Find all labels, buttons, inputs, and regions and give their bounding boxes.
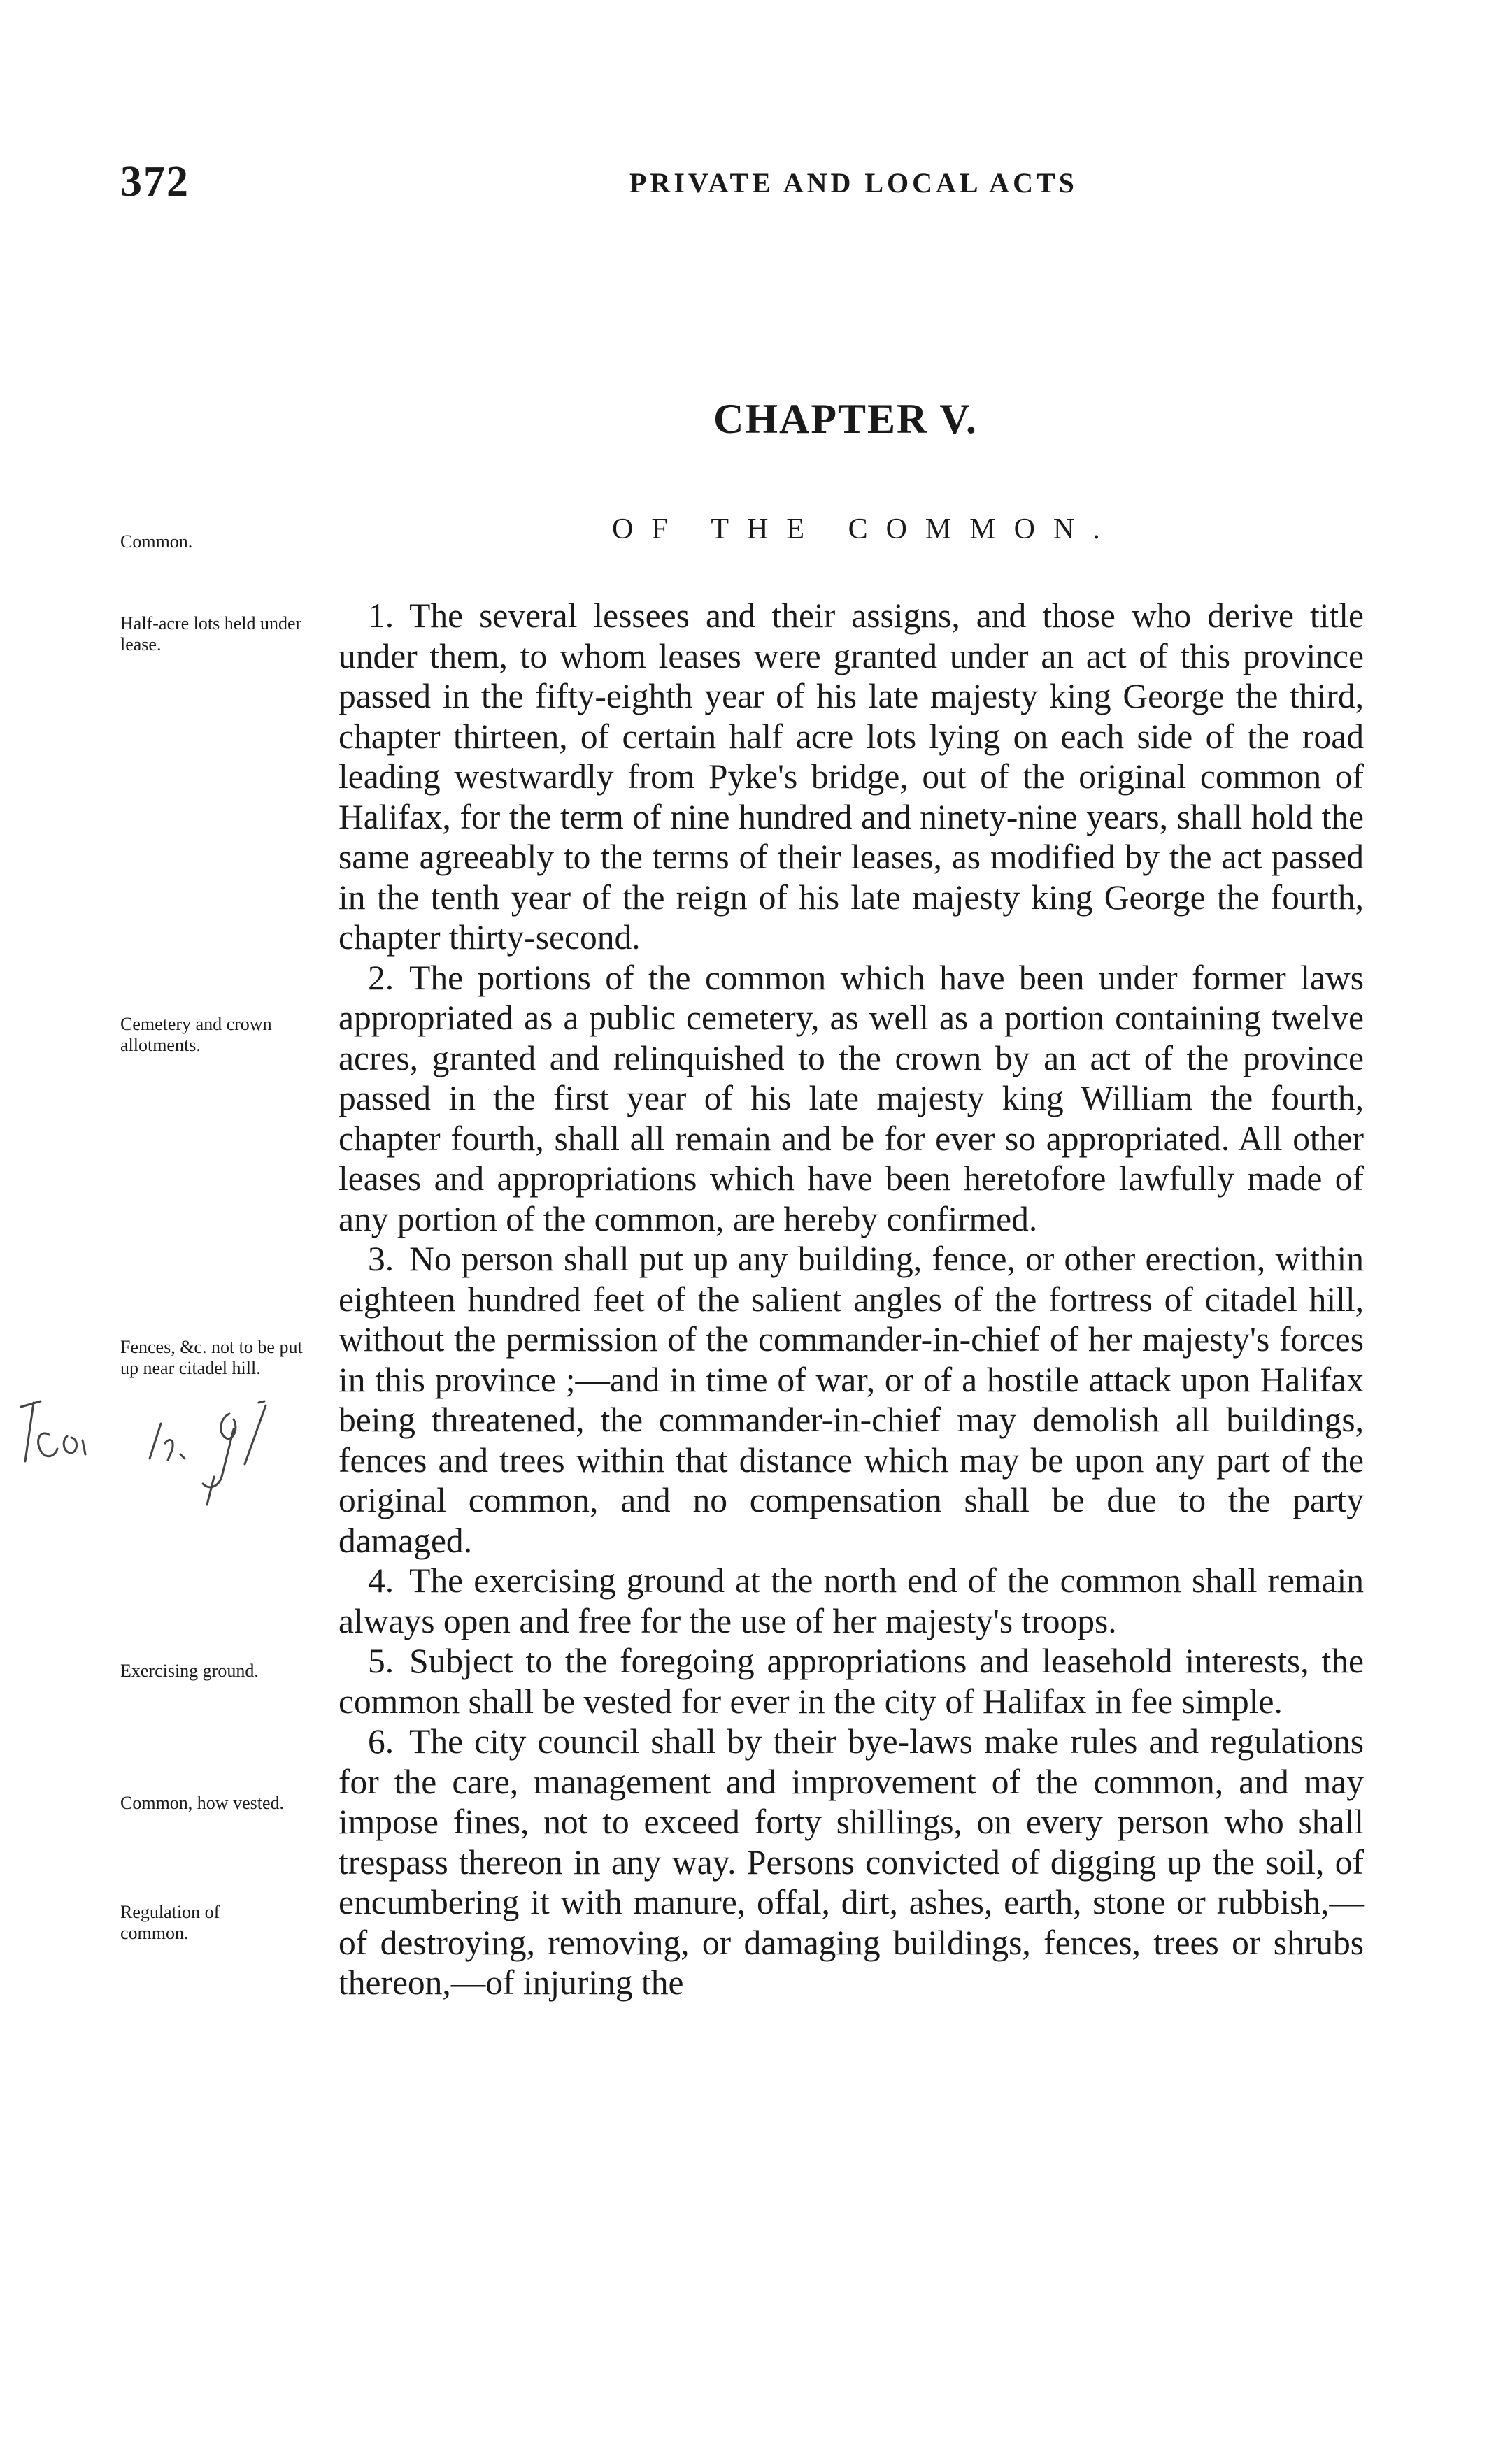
margin-note-fences: Fences, &c. not to be put up near citadel hill. — [120, 1337, 303, 1378]
margin-note-regulation: Regulation of common. — [120, 1902, 220, 1943]
margin-note-exercising-ground: Exercising ground. — [120, 1661, 259, 1681]
handwritten-note-scribble — [13, 1386, 327, 1533]
paragraph-number: 2. — [368, 958, 394, 997]
running-head: PRIVATE AND LOCAL ACTS — [629, 167, 1078, 199]
paragraph-text: No person shall put up any building, fence, or other erection, within eighteen hundred feet of the salient angles of the fortress of citadel hill, without the permission of the commander-in-chief of her majesty's forces in this province ;—and in time of war, or of a hostile attack upon Halifax being threatened, the commander-in-chief may demolish all buildings, fences and trees within that distance which may be upon any part of the original common, and no compensation shall be due to the party damaged. — [339, 1240, 1364, 1560]
paragraph-text: The exercising ground at the north end of the common shall remain always open and free for the use of her majesty's troops. — [339, 1561, 1364, 1640]
paragraph-2 — [339, 958, 1364, 1240]
paragraph-1 — [339, 596, 1364, 958]
margin-note-common-vested: Common, how vested. — [120, 1793, 284, 1813]
paragraph-6 — [339, 1721, 1364, 2003]
margin-note-common: Common. — [120, 531, 193, 552]
paragraph-number: 4. — [368, 1561, 394, 1600]
page-number: 372 — [120, 158, 190, 206]
margin-note-half-acre-lots: Half-acre lots held under lease. — [120, 613, 302, 654]
paragraph-number: 1. — [368, 596, 394, 635]
paragraph-3 — [339, 1239, 1364, 1561]
body-text — [339, 596, 1364, 2003]
paragraph-number: 6. — [368, 1722, 394, 1761]
section-title: OF THE COMMON. — [612, 513, 1118, 545]
paragraph-text: The portions of the common which have been under former laws appropriated as a public cemetery, as well as a portion containing twelve acres, granted and relinquished to the crown by an act of the province passed in the first year of his late majesty king William the fourth, chapter fourth, shall all remain and be for ever so appropriated. All other leases and appropriations which have been heretofore lawfully made of any portion of the common, are hereby confirmed. — [339, 958, 1364, 1238]
paragraph-number: 3. — [368, 1240, 394, 1278]
paragraph-5 — [339, 1641, 1364, 1721]
paragraph-number: 5. — [368, 1642, 394, 1680]
margin-note-cemetery: Cemetery and crown allotments. — [120, 1014, 272, 1055]
paragraph-4 — [339, 1561, 1364, 1641]
paragraph-text: Subject to the foregoing appropriations and leasehold interests, the common shall be vested for ever in the city of Halifax in fee simple. — [339, 1642, 1364, 1721]
paragraph-text: The several lessees and their assigns, and those who derive title under them, to whom leases were granted under an act of this province passed in the fifty-eighth year of his late majesty king George the third, chapter thirteen, of certain half acre lots lying on each side of the road leading westwardly from Pyke's bridge, out of the original common of Halifax, for the term of nine hundred and ninety-nine years, shall hold the same agreeably to the terms of their leases, as modified by the act passed in the tenth year of the reign of his late majesty king George the fourth, chapter thirty-second. — [339, 596, 1364, 957]
paragraph-text: The city council shall by their bye-laws make rules and regulations for the care, management and improvement of the common, and may impose fines, not to exceed forty shillings, on every person who shall trespass thereon in any way. Persons convicted of digging up the soil, of encumbering it with manure, offal, dirt, ashes, earth, stone or rubbish,—of destroying, removing, or damaging buildings, fences, trees or shrubs thereon,—of injuring the — [339, 1722, 1364, 2002]
chapter-title: CHAPTER V. — [713, 396, 978, 442]
